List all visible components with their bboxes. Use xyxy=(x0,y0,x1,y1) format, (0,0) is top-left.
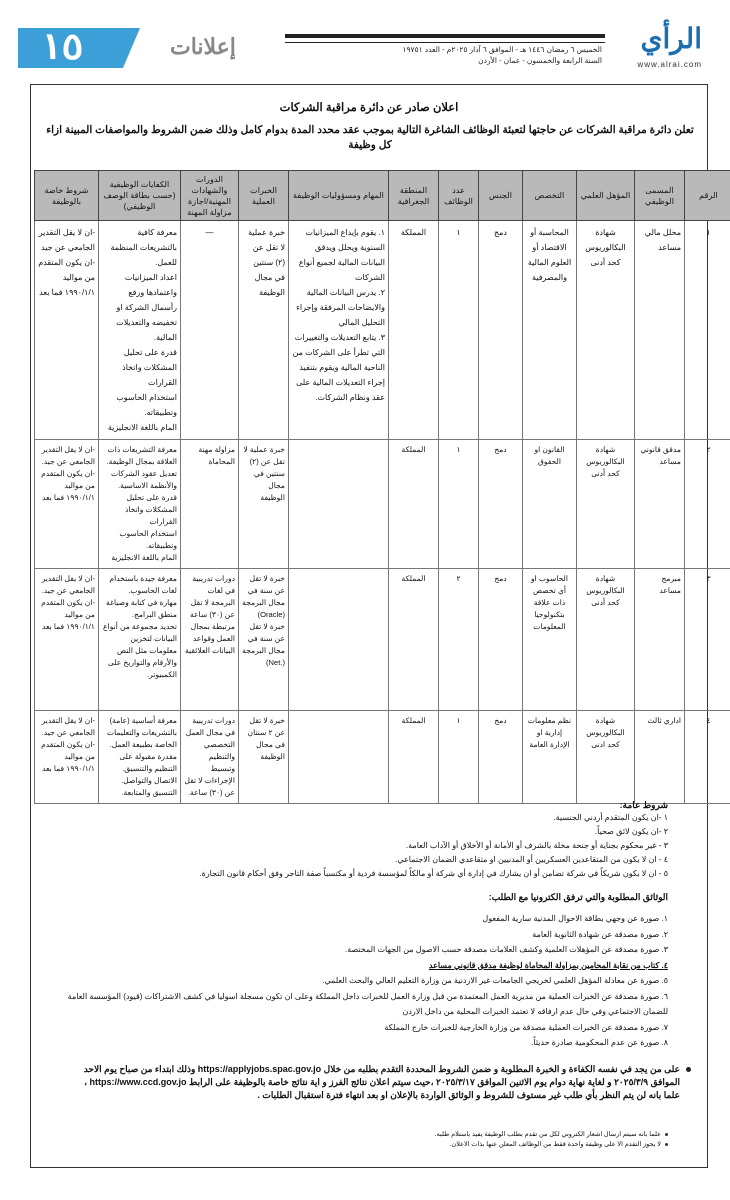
list-item: ٤. كتاب من نقابة المحامين بمزاولة المحاماة لوظيفة مدقق قانوني مساعد xyxy=(428,960,668,970)
list-item: ١. صورة عن وجهي بطاقة الاحوال المدنية سارية المفعول xyxy=(482,914,668,923)
newspaper-url: www.alrai.com xyxy=(637,60,702,69)
cell-qualification: شهادة البكالوريوس كحد أدنى xyxy=(577,569,635,711)
footnotes xyxy=(68,1130,668,1150)
table-row xyxy=(35,440,730,569)
list-item: ٤ - ان لا يكون من المتقاعدين العسكريين أو المدنيين او متقاعدي الضمان الاجتماعي. xyxy=(395,855,668,864)
list-item: ٦. صورة مصدقة عن الخبرات العملية من مديرية العمل المعتمدة من قبل وزارة العمل للخبرات داخل المملكة وعلى ان تكون مسجلة اسوليا في كشف الاشتراكات (قيود) المؤسسة العامة للضمان الاجتماعي وفي حال عدم ارفاقه لا تعتمد الخبرات المحلية من داخل الاردن xyxy=(67,991,668,1016)
col-region: المنطقة الجغرافية xyxy=(389,171,439,221)
cell-courses: دورات تدريبية في مجال العمل التخصصي والتنظيم وتبسيط الإجراءات لا تقل عن (٣٠) ساعة. xyxy=(181,711,239,804)
section-title: إعلانات xyxy=(170,34,236,59)
cell-major: المحاسبة أو الاقتصاد أو العلوم المالية والمصرفية xyxy=(523,221,577,440)
list-item: ٣. صورة مصدقة عن المؤهلات العلمية وكشف العلامات مصدقة حسب الاصول من الجهات المختصة. xyxy=(344,945,668,954)
col-experience: الخبرات العملية xyxy=(239,171,289,221)
header-rule xyxy=(285,34,605,38)
cell-gender: دمج xyxy=(479,440,523,569)
cell-number: ٤ xyxy=(685,711,730,804)
cell-special: -ان لا يقل التقدير الجامعي عن جيد -ان يكون المتقدم من مواليد ١٩٩٠/١/١ فما بعد xyxy=(35,221,99,440)
list-item: ٥ - ان لا يكون شريكاً في شركة تضامن أو ان يشارك في إدارة أي شركة أو مالكاً لمؤسسة فردية أو مكتسباً صفة التاجر وفق أحكام قانون التجارة. xyxy=(199,869,668,878)
cell-experience: خبرة عملية لا تقل عن (٢) سنتين في مجال الوظيفة xyxy=(239,440,289,569)
general-conditions-heading: شروط عامة: xyxy=(619,800,668,810)
cell-competencies: معرفة أساسية (عامة) بالتشريعات والتعليمات الخاصة بطبيعة العمل. مقدرة مقبولة على التنظيم والتنسيق. الاتصال والتواصل. التنسيق والمتابعة. xyxy=(99,711,181,804)
col-gender: الجنس xyxy=(479,171,523,221)
cell-job-title: مبرمج مساعد xyxy=(635,569,685,711)
cell-region: المملكة xyxy=(389,711,439,804)
cell-number: ٣ xyxy=(685,569,730,711)
cell-count: ١ xyxy=(439,440,479,569)
cell-major: الحاسوب او أي تخصص ذات علاقة بتكنولوجيا المعلومات xyxy=(523,569,577,711)
cell-job-title: مدقق قانوني مساعد xyxy=(635,440,685,569)
footnote-text: علما بانه سيتم ارسال اشعار الكتروني لكل من تقدم بطلب الوظيفة يفيد باستلام طلبه. xyxy=(434,1131,661,1138)
footnote xyxy=(68,1140,668,1150)
cell-region: المملكة xyxy=(389,440,439,569)
cell-job-title: اداري ثالث xyxy=(635,711,685,804)
cell-count: ١ xyxy=(439,221,479,440)
table-row xyxy=(35,221,730,440)
cell-region: المملكة xyxy=(389,221,439,440)
dateline-year: السنة الرابعة والخمسون - عمان - الأردن xyxy=(478,56,602,65)
general-conditions xyxy=(68,800,668,881)
cell-gender: دمج xyxy=(479,221,523,440)
col-job-title: المسمى الوظيفي xyxy=(635,171,685,221)
cell-major: نظم معلومات إدارية او الإدارة العامة xyxy=(523,711,577,804)
cell-special: -ان لا يقل التقدير الجامعي عن جيد. -ان يكون المتقدم من مواليد ١٩٩٠/١/١ فما بعد xyxy=(35,711,99,804)
cell-duties: ١. يقوم بإيداع الميزانيات السنوية ويحلل ويدقق البيانات المالية لجميع أنواع الشركات ٢. يدرس البيانات المالية والايضاحات المرفقة وإجراء التحليل المالي ٣. يتابع التعديلات والتغييرات التي تطرأ على الشركات من الناحية المالية ويقوم بتنفيذ إجراء التعديلات المالية على عقد ونظام الشركات. xyxy=(289,221,389,440)
ad-title: اعلان صادر عن دائرة مراقبة الشركات xyxy=(279,102,459,114)
cell-qualification: شهادة البكالوريوس كحد أدنى xyxy=(577,221,635,440)
col-number: الرقم xyxy=(685,171,730,221)
list-item: ٢ -ان يكون لائق صحياً. xyxy=(594,827,668,836)
cell-qualification: شهادة البكالوريوس كحد ادنى xyxy=(577,711,635,804)
cell-competencies: معرفة التشريعات ذات العلاقة بمجال الوظيفة. تعديل عقود الشركات والأنظمة الاساسية. قدرة على تحليل المشكلات واتخاذ القرارات استخدام الحاسوب وتطبيقاته. المام باللغة الانجليزية xyxy=(99,440,181,569)
footnote-text: لا يجوز التقدم الا على وظيفة واحدة فقط من الوظائف المعلن عنها بذات الاعلان. xyxy=(449,1141,661,1148)
dateline-issue: الخميس ٦ رمضان ١٤٤٦ هـ - الموافق ٦ آذار ٢٠٢٥م - العدد ١٩٧٥١ xyxy=(402,45,602,54)
bullet-icon xyxy=(665,1133,668,1136)
list-item: ١ -ان يكون المتقدم أردني الجنسية. xyxy=(553,813,668,822)
cell-experience: خبرة لا تقل عن ٢ سنتان في مجال الوظيفة xyxy=(239,711,289,804)
cell-courses: — xyxy=(181,221,239,440)
cell-courses: مزاولة مهنة المحاماة xyxy=(181,440,239,569)
table-row xyxy=(35,711,730,804)
col-special: شروط خاصة بالوظيفة xyxy=(35,171,99,221)
jobs-table xyxy=(34,170,730,804)
header-rule-thin xyxy=(285,42,605,43)
cell-duties xyxy=(289,569,389,711)
cell-experience: خبرة لا تقل عن سنة في مجال البرمجة (Oracle) خبرة لا تقل عن سنة في مجال البرمجة (.Net) xyxy=(239,569,289,711)
table-header-row xyxy=(35,171,730,221)
cell-major: القانون او الحقوق xyxy=(523,440,577,569)
cell-duties xyxy=(289,440,389,569)
col-courses: الدورات والشهادات المهنية/اجازة مزاولة المهنة xyxy=(181,171,239,221)
application-instructions: على من يجد في نفسه الكفاءة و الخبرة المطلوبة و ضمن الشروط المحددة التقدم بطلبه من خلال https://applyjobs.spac.gov.jo وذلك ابتداء من صباح يوم الاحد الموافق ٢٠٢٥/٣/٩ و لغاية نهاية دوام يوم الاثنين الموافق ٢٠٢٥/٣/١٧ ،حيث سيتم اعلان نتائج الفرز و اية نتائج خاصة بالوظيفة على الرابط https://www.ccd.gov.jo ، علما بانه لن يتم النظر بأي طلب غير مستوف للشروط و الوثائق الواردة بالإعلان او بعد انتهاء فترة استقبال الطلبات . xyxy=(83,1064,680,1100)
required-documents-heading: الوثائق المطلوبة والتي ترفق الكترونيا مع الطلب: xyxy=(488,892,668,902)
page-number: ١٥ xyxy=(40,27,84,68)
cell-experience: خبرة عملية لا تقل عن (٢) سنتين في مجال الوظيفة xyxy=(239,221,289,440)
newspaper-header xyxy=(0,0,730,80)
col-competencies: الكفايات الوظيفية (حسب بطاقة الوصف الوظيفي) xyxy=(99,171,181,221)
cell-competencies: معرفة جيدة باستخدام لغات الحاسوب. مهارة في كتابة وصياغة منطق البرامج. تحديد مجموعة من أنواع البيانات لتخزين معلومات مثل النص والأرقام والتواريخ على الكمبيوتر. xyxy=(99,569,181,711)
col-qualification: المؤهل العلمي xyxy=(577,171,635,221)
list-item: ٨. صورة عن عدم المحكومية صادرة حديثاً. xyxy=(531,1038,668,1047)
list-item: ٥. صورة عن معادلة المؤهل العلمي لخريجي الجامعات غير الاردنية من وزارة التعليم العالي والبحث العلمي. xyxy=(322,976,668,985)
cell-number: ٢ xyxy=(685,440,730,569)
cell-number: ١ xyxy=(685,221,730,440)
required-documents xyxy=(58,892,668,1051)
cell-job-title: محلل مالي مساعد xyxy=(635,221,685,440)
cell-count: ١ xyxy=(439,711,479,804)
cell-gender: دمج xyxy=(479,569,523,711)
cell-qualification: شهادة البكالوريوس كحد أدنى xyxy=(577,440,635,569)
cell-region: المملكة xyxy=(389,569,439,711)
cell-courses: دورات تدريبية في لغات البرمجة لا تقل عن (٣٠) ساعة مرتبطة بمجال العمل وقواعد البيانات العلائقية xyxy=(181,569,239,711)
bullet-icon xyxy=(665,1143,668,1146)
list-item: ٧. صورة مصدقة عن الخبرات العملية مصدقة من وزارة الخارجية للخبرات خارج المملكة xyxy=(384,1022,668,1032)
ad-intro: تعلن دائرة مراقبة الشركات عن حاجتها لتعبئة الوظائف الشاغرة التالية بموجب عقد محدد المدة بدوام كامل وذلك ضمن الشروط والمواصفات المبينة ازاء كل وظيفة xyxy=(46,124,694,151)
newspaper-logo: الرأي xyxy=(640,24,702,55)
cell-competencies: معرفة كافية بالتشريعات المنظمة للعمل. اعداد الميزانيات واعتمادها ورفع رأسمال الشركة او تخفيضه والتعديلات المالية. قدرة على تحليل المشكلات واتخاذ القرارات استخدام الحاسوب وتطبيقاته. المام باللغة الانجليزية xyxy=(99,221,181,440)
footnote xyxy=(68,1130,668,1140)
dateline xyxy=(403,44,603,66)
bullet-icon xyxy=(686,1067,691,1072)
list-item: ٢. صورة مصدقة عن شهادة الثانوية العامة xyxy=(532,929,668,939)
cell-special: -ان لا يقل التقدير الجامعي عن جيد. -ان يكون المتقدم من مواليد ١٩٩٠/١/١ فما بعد xyxy=(35,440,99,569)
col-count: عدد الوظائف xyxy=(439,171,479,221)
cell-gender: دمج xyxy=(479,711,523,804)
cell-special: -ان لا يقل التقدير الجامعي عن جيد. -ان يكون المتقدم من مواليد ١٩٩٠/١/١ فما بعد xyxy=(35,569,99,711)
col-major: التخصص xyxy=(523,171,577,221)
list-item: ٣ - غير محكوم بجناية أو جنحة مخلة بالشرف أو الأمانة أو الأخلاق أو الآداب العامة. xyxy=(405,841,668,850)
col-duties: المهام ومسؤوليات الوظيفة xyxy=(289,171,389,221)
cell-duties xyxy=(289,711,389,804)
table-row xyxy=(35,569,730,711)
cell-count: ٢ xyxy=(439,569,479,711)
